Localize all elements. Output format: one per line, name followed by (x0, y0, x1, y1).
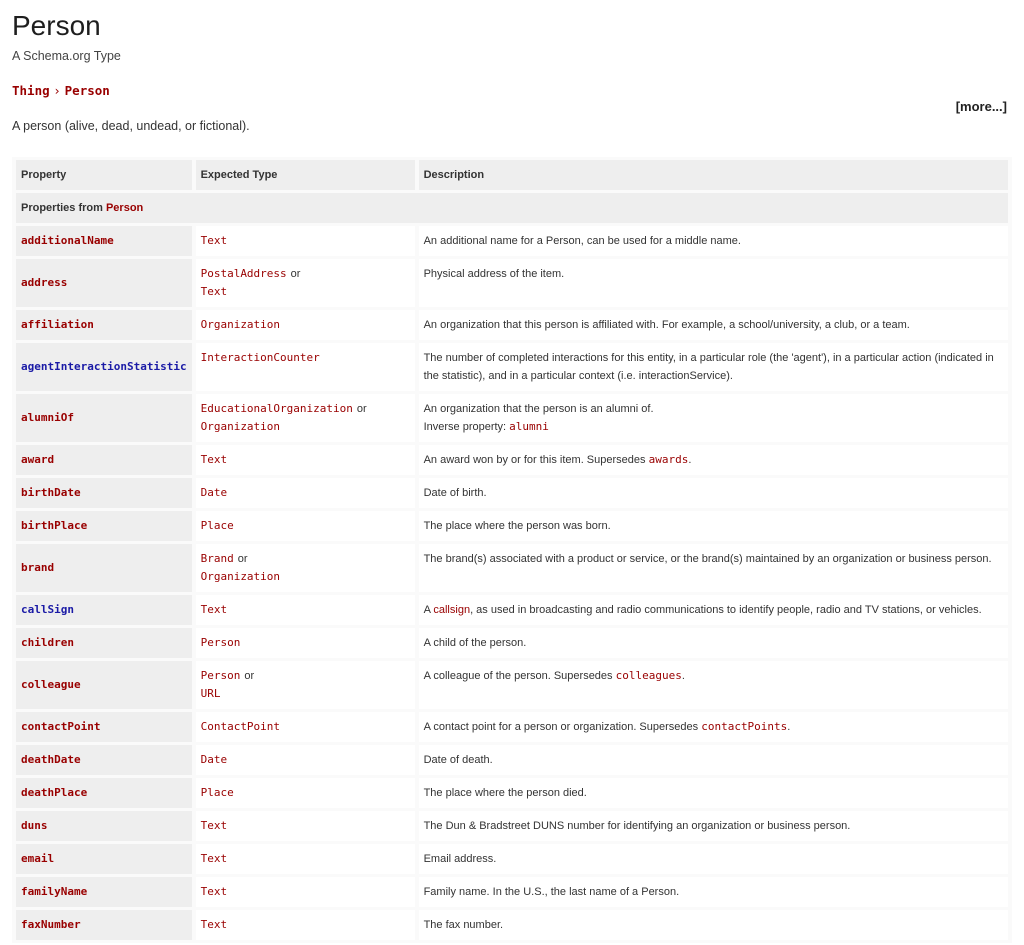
description-cell (419, 778, 1008, 808)
description-text: . (688, 454, 692, 466)
property-name-cell (16, 877, 192, 907)
description-text: An organization that this person is affiliated with. For example, a school/university, a club, or a team. (423, 319, 910, 331)
property-name-link[interactable]: faxNumber (21, 918, 81, 931)
or-text: or (244, 670, 255, 682)
description-property-link[interactable]: alumni (509, 420, 549, 433)
expected-type-link[interactable]: ContactPoint (200, 720, 281, 733)
description-property-link[interactable]: contactPoints (701, 720, 788, 733)
expected-type-link[interactable]: Place (200, 786, 234, 799)
property-name-link[interactable]: brand (21, 561, 55, 574)
expected-type-link[interactable]: Text (200, 285, 228, 298)
expected-type-cell (196, 478, 415, 508)
page-title: Person (12, 10, 101, 41)
description-cell (419, 544, 1008, 592)
property-name-link[interactable]: duns (21, 819, 48, 832)
expected-type-cell (196, 343, 415, 391)
expected-type-cell (196, 310, 415, 340)
header-property: Property (16, 160, 192, 190)
table-row (16, 595, 1008, 625)
table-row (16, 394, 1008, 442)
expected-type-cell (196, 877, 415, 907)
property-name-link[interactable]: birthPlace (21, 519, 88, 532)
description-text: Physical address of the item. (423, 268, 565, 280)
description-text: A child of the person. (423, 637, 527, 649)
breadcrumb-person-link[interactable]: Person (64, 83, 110, 98)
description-cell (419, 811, 1008, 841)
property-name-link[interactable]: birthDate (21, 486, 81, 499)
property-name-link[interactable]: callSign (21, 603, 74, 616)
expected-type-cell (196, 778, 415, 808)
expected-type-link[interactable]: Date (200, 486, 228, 499)
expected-type-cell (196, 226, 415, 256)
description-text: Date of birth. (423, 487, 487, 499)
description-cell (419, 511, 1008, 541)
property-name-link[interactable]: award (21, 453, 55, 466)
expected-type-cell (196, 661, 415, 709)
breadcrumb (12, 83, 1012, 99)
description-cell (419, 712, 1008, 742)
expected-type-link[interactable]: Organization (200, 570, 281, 583)
section-row (16, 193, 1008, 223)
properties-table-body (16, 193, 1008, 940)
description-text: The fax number. (423, 919, 504, 931)
property-name-cell (16, 910, 192, 940)
description-text: , as used in broadcasting and radio communications to identify people, radio and TV stations, or vehicles. (470, 604, 982, 616)
expected-type-link[interactable]: Brand (200, 552, 234, 565)
property-name-link[interactable]: colleague (21, 678, 81, 691)
property-name-link[interactable]: familyName (21, 885, 88, 898)
page (0, 0, 1024, 134)
section-heading (16, 193, 1008, 223)
description-cell (419, 310, 1008, 340)
type-description: A person (alive, dead, undead, or fictional). (12, 119, 250, 133)
description-cell (419, 661, 1008, 709)
description-text: An award won by or for this item. Supersedes (423, 454, 649, 466)
description-cell (419, 445, 1008, 475)
description-cell (419, 478, 1008, 508)
expected-type-link[interactable]: Text (200, 453, 228, 466)
expected-type-link[interactable]: Organization (200, 318, 281, 331)
description-cell (419, 595, 1008, 625)
expected-type-cell (196, 445, 415, 475)
description-text: Family name. In the U.S., the last name of a Person. (423, 886, 680, 898)
expected-type-link[interactable]: InteractionCounter (200, 351, 320, 364)
description-text: The place where the person died. (423, 787, 587, 799)
description-cell (419, 226, 1008, 256)
section-person-link[interactable]: Person (105, 202, 144, 214)
table-row (16, 877, 1008, 907)
description-text: The Dun & Bradstreet DUNS number for identifying an organization or business person. (423, 820, 851, 832)
description-text: Inverse property: (423, 421, 510, 433)
description-cell (419, 259, 1008, 307)
description-property-link[interactable]: awards (648, 453, 689, 466)
expected-type-link[interactable]: Date (200, 753, 228, 766)
property-name-link[interactable]: deathPlace (21, 786, 88, 799)
expected-type-link[interactable]: Text (200, 819, 228, 832)
property-name-cell (16, 712, 192, 742)
table-row (16, 226, 1008, 256)
property-name-link[interactable]: affiliation (21, 318, 94, 331)
description-link[interactable]: callsign (433, 604, 471, 616)
property-name-link[interactable]: address (21, 276, 68, 289)
property-name-cell (16, 595, 192, 625)
property-name-cell (16, 310, 192, 340)
expected-type-cell (196, 844, 415, 874)
property-name-cell (16, 259, 192, 307)
description-text: A (423, 604, 434, 616)
expected-type-link[interactable]: Person (200, 669, 241, 682)
property-name-cell (16, 511, 192, 541)
property-name-link[interactable]: deathDate (21, 753, 81, 766)
description-cell (419, 394, 1008, 442)
table-row (16, 511, 1008, 541)
expected-type-link[interactable]: Text (200, 918, 228, 931)
expected-type-cell (196, 628, 415, 658)
more-link[interactable]: [more...] (955, 99, 1007, 114)
expected-type-cell (196, 910, 415, 940)
description-cell (419, 628, 1008, 658)
description-text: . (787, 721, 791, 733)
table-row (16, 712, 1008, 742)
property-name-cell (16, 811, 192, 841)
property-name-cell (16, 478, 192, 508)
description-text: A contact point for a person or organization. Supersedes (423, 721, 702, 733)
table-header-row (16, 160, 1008, 190)
property-name-cell (16, 745, 192, 775)
table-row (16, 478, 1008, 508)
breadcrumb-separator: › (54, 83, 60, 98)
expected-type-link[interactable]: PostalAddress (200, 267, 287, 280)
expected-type-link[interactable]: Text (200, 852, 228, 865)
header-expected-type: Expected Type (196, 160, 415, 190)
properties-table (12, 157, 1012, 943)
description-text: Email address. (423, 853, 497, 865)
table-row (16, 910, 1008, 940)
property-name-link[interactable]: children (21, 636, 74, 649)
expected-type-cell (196, 595, 415, 625)
property-name-link[interactable]: additionalName (21, 234, 114, 247)
expected-type-link[interactable]: Organization (200, 420, 281, 433)
property-name-cell (16, 628, 192, 658)
table-row (16, 343, 1008, 391)
description-cell (419, 745, 1008, 775)
or-text: or (237, 553, 248, 565)
description-property-link[interactable]: colleagues (615, 669, 682, 682)
header-description: Description (419, 160, 1008, 190)
expected-type-link[interactable]: Place (200, 519, 234, 532)
expected-type-cell (196, 394, 415, 442)
expected-type-cell (196, 259, 415, 307)
property-name-cell (16, 844, 192, 874)
property-name-link[interactable]: agentInteractionStatistic (21, 360, 187, 373)
page-subtitle: A Schema.org Type (12, 49, 121, 63)
property-name-link[interactable]: contactPoint (21, 720, 101, 733)
property-name-link[interactable]: email (21, 852, 55, 865)
table-row (16, 844, 1008, 874)
description-text: Date of death. (423, 754, 493, 766)
description-text: An organization that the person is an alumni of. (423, 403, 654, 415)
description-text: The number of completed interactions for this entity, in a particular role (the 'agent'), in a particular action (indicated in the statistic), and in a particular context (i.e. interactionService). (423, 352, 994, 382)
table-row (16, 445, 1008, 475)
table-row (16, 628, 1008, 658)
description-cell (419, 877, 1008, 907)
expected-type-link[interactable]: Text (200, 603, 228, 616)
expected-type-cell (196, 511, 415, 541)
table-row (16, 661, 1008, 709)
or-text: or (356, 403, 367, 415)
expected-type-cell (196, 811, 415, 841)
table-row (16, 745, 1008, 775)
property-name-cell (16, 544, 192, 592)
description-text: . (681, 670, 685, 682)
property-name-cell (16, 394, 192, 442)
expected-type-link[interactable]: EducationalOrganization (200, 402, 353, 415)
description-text: An additional name for a Person, can be used for a middle name. (423, 235, 741, 247)
property-name-cell (16, 445, 192, 475)
property-name-cell (16, 661, 192, 709)
description-text: The place where the person was born. (423, 520, 611, 532)
description-text: The brand(s) associated with a product or service, or the brand(s) maintained by an organization or business person. (423, 553, 992, 565)
table-row (16, 811, 1008, 841)
property-name-cell (16, 778, 192, 808)
expected-type-cell (196, 544, 415, 592)
property-name-cell (16, 343, 192, 391)
expected-type-link[interactable]: Person (200, 636, 241, 649)
or-text: or (290, 268, 301, 280)
table-row (16, 778, 1008, 808)
expected-type-link[interactable]: URL (200, 687, 221, 700)
property-name-cell (16, 226, 192, 256)
description-cell (419, 343, 1008, 391)
description-cell (419, 910, 1008, 940)
expected-type-link[interactable]: Text (200, 234, 228, 247)
table-row (16, 259, 1008, 307)
section-prefix: Properties from (21, 202, 106, 214)
table-row (16, 544, 1008, 592)
expected-type-cell (196, 745, 415, 775)
expected-type-cell (196, 712, 415, 742)
description-text: A colleague of the person. Supersedes (423, 670, 616, 682)
property-name-link[interactable]: alumniOf (21, 411, 74, 424)
breadcrumb-thing-link[interactable]: Thing (12, 83, 50, 98)
table-row (16, 310, 1008, 340)
description-cell (419, 844, 1008, 874)
expected-type-link[interactable]: Text (200, 885, 228, 898)
